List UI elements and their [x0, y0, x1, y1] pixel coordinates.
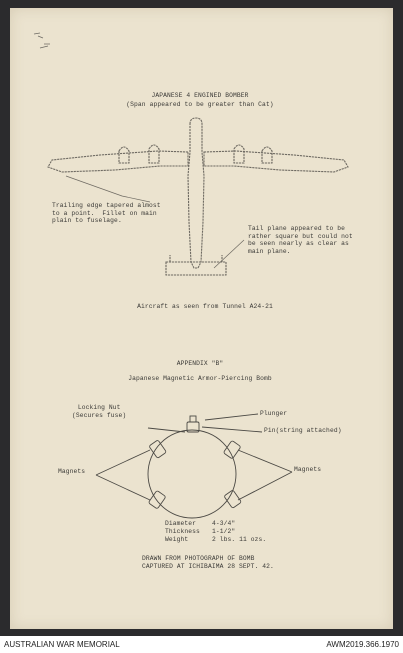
spec-name: Thickness [165, 528, 200, 535]
bomber-caption: Aircraft as seen from Tunnel A24-21 [137, 303, 273, 310]
label-plunger: Plunger [260, 410, 288, 417]
footer-bar [0, 636, 403, 653]
label-pin: Pin(string attached) [264, 427, 342, 434]
corner-marks [34, 33, 50, 48]
appendix-heading: APPENDIX "B" [176, 360, 224, 367]
label-locking-nut: Locking Nut (Secures fuse) [72, 404, 127, 419]
bomber-subtitle: (Span appeared to be greater than Cat) [126, 101, 274, 108]
appendix-title: Japanese Magnetic Armor-Piercing Bomb [128, 375, 272, 382]
bomb-diagram [96, 414, 292, 518]
label-magnets-right: Magnets [294, 466, 322, 473]
spec-value: 1-1/2" [212, 528, 236, 535]
note-tail-plane: Tail plane appeared to be rather square but could not be seen nearly as clear as main plane. [248, 225, 353, 255]
note-trailing-edge: Trailing edge tapered almost to a point. Fillet on main plain to fuselage. [52, 202, 161, 225]
bomber-title: JAPANESE 4 ENGINED BOMBER [151, 92, 249, 99]
spec-name: Diameter [165, 520, 197, 527]
spec-value: 4-3/4" [212, 520, 236, 527]
spec-value: 2 lbs. 11 ozs. [212, 536, 267, 543]
label-magnets-left: Magnets [58, 468, 86, 475]
footer-accession-number: AWM2019.366.1970 [326, 640, 399, 649]
spec-name: Weight [165, 536, 189, 543]
drawing-source-note: DRAWN FROM PHOTOGRAPH OF BOMB CAPTURED AT ICHIBAIMA 28 SEPT. 42. [142, 555, 274, 570]
footer-institution: AUSTRALIAN WAR MEMORIAL [4, 640, 120, 649]
